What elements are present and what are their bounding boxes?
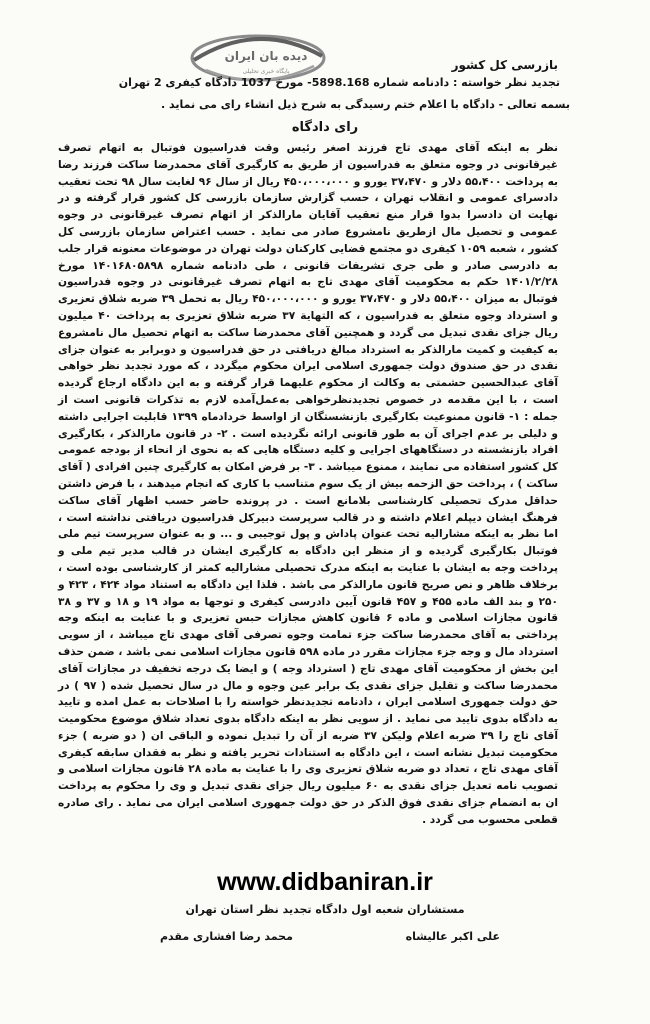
svg-text:پایگاه خبری تحلیلی: پایگاه خبری تحلیلی — [242, 68, 290, 75]
svg-text:دیده بان ایران: دیده بان ایران — [224, 49, 308, 63]
ruling-title: رای دادگاه — [291, 120, 359, 135]
signature-names — [160, 930, 500, 943]
inspector-header: بازرسی کل کشور — [451, 58, 558, 72]
signature-title: مستشاران شعبه اول دادگاه تجدید نظر استان تهران — [185, 903, 465, 916]
website-watermark: www.didbaniran.ir — [217, 868, 433, 896]
judge-name-left: محمد رضا افشاری مقدم — [160, 930, 293, 943]
appeal-reference: تجدید نظر خواسته : دادنامه شماره 5898.168- مورخ 1037 دادگاه کیفری 2 تهران — [118, 76, 560, 89]
judge-name-right: علی اکبر عالیشاه — [405, 930, 500, 943]
ruling-paragraph: نظر به اینکه آقای مهدی تاج فرزند اصغر رئیس وقت فدراسیون فوتبال به اتهام تصرف غیرقانونی در وجوه متعلق به فدراسیون از طریق به کارگیری آقای محمدرضا ساکت فرزند رضا به پرداخت ۵۵،۴۰۰ دلار و ۳۷،۴۷۰ یورو و ۴۵۰،۰۰۰،۰۰۰ ریال از سال ۹۶ لغایت سال ۹۸ تحت تعقیب دادسرای عمومی و انقلاب تهران ، حسب گزارش سازمان بازرسی کل کشور قرار گرفته و در نهایت ان دادسرا بدوا قرار منع تعقیب آقایان مارالذکر از اتهام تصرف غیرقانونی در وجوه عمومی و تحصیل مال ازطریق نامشروع صادر می نماید . حسب اعتراض سازمان بازرسی کل کشور ، شعبه ۱۰۵۹ کیفری دو مجتمع قضایی کارکنان دولت تهران در موضوعات معنونه قرار جلب به دادرسی صادر و طی جری تشریفات قانونی ، طی دادنامه شماره ۱۴۰۱۶۸۰۵۸۹۸ مورخ ۱۴۰۱/۲/۲۸ حکم به محکومیت آقای مهدی تاج به اتهام تصرف غیرقانونی در وجوه فدراسیون فوتبال به میزان ۵۵،۴۰۰ دلار و ۳۷،۴۷۰ یورو و ۴۵۰،۰۰۰،۰۰۰ ریال به تحمل ۳۹ ضربه شلاق تعزیری و استرداد وجوه متعلق به فدراسیون ، که التهایة ۳۷ ضربه شلاق تعزیری به پرداخت ۴۰ میلیون ریال جزای نقدی تبدیل می گردد و همچنین آقای محمدرضا ساکت به اتهام تحصیل مال نامشروع به کیفیت و کمیت مارالذکر به استرداد مبالغ دریافتی در حق فدراسیون و دوبرابر به عنوان جزای نقدی در حق صندوق دولت جمهوری اسلامی ایران محکوم میگردد ، که مورد تجدید نظر خواهی آقای عبدالحسین حشمتی به وکالت از محکوم علیهما قرار گرفته و به این دادگاه ارجاع گردیده است ، با این مقدمه در خصوص تجدیدنظرخواهی به‌عمل‌آمده لازم به تذکرات قانونی است از جمله : ۱- قانون ممنوعیت بکارگیری بازنشستگان از اواسط خردادماه ۱۳۹۹ قابلیت اجرایی داشته و دلیلی بر عدم اجرای آن به طور قانونی ارائه نگردیده است . ۲- در قانون مارالذکر ، بکارگیری افراد بازنشسته در دستگاههای اجرایی و کلیه دستگاه هایی که به نحوی از انحاء از بودجه عمومی کل کشور استفاده می نمایند ، ممنوع میباشد . ۳- بر فرض امکان به کارگیری چنین افرادی ( آقای ساکت ) ، پرداخت حق الزحمه بیش از یک سوم متناسب با کاری که انجام میدهند ، با فرض داشتن حداقل مدرک تحصیلی کارشناسی بلامانع است . در پرونده حاضر حسب اظهار آقای ساکت فرهنگ ایشان دیپلم اعلام داشته و در قالب سرپرست دبیرکل فدراسیون دریافتی نداشته است ، اما نظر به اینکه مشارالیه تحت عنوان پاداش و پول توجیبی و ... و به عنوان سرپرست تیم ملی فوتبال بکارگیری گردیده و از منظر این دادگاه به کارگیری ایشان در قالب مدیر تیم ملی و پرداخت وجه به ایشان با عنایت به اینکه مدرک تحصیلی مشارالیه کمتر از کارشناسی بوده است ، برخلاف ظاهر و نص صریح قانون مارالذکر می باشد . فلذا این دادگاه به استناد مواد ۴۲۴ ، ۴۲۳ و ۲۵۰ و بند الف ماده ۴۵۵ و ۴۵۷ قانون آیین دادرسی کیفری و توجها به مواد ۱۹ و ۱۸ و ۳۷ و ۳۸ قانون مجازات اسلامی و ماده ۶ قانون کاهش مجازات حبس تعزیری و با عنایت به اینکه وجه پرداختی به آقای محمدرضا ساکت جزء تمامت وجوه تصرفی آقای مهدی تاج میباشد ، از سویی استرداد مال و وجه جزء مجازات مقرر در ماده ۵۹۸ قانون مجازات اسلامی نمی باشد ، ضمن حذف این بخش از محکومیت آقای مهدی تاج ( استرداد وجه ) و ایضا یک درجه تخفیف در مجازات آقای محمدرضا ساکت و تقلیل جزای نقدی یک برابر عین وجوه و مال در سال تحصیل شده ( ۹۷ ) در حق دولت جمهوری اسلامی ایران ، دادنامه تجدیدنظر خواسته را با اصلاحات به عمل امده و تایید به دادگاه بدوی تایید می نماید . از سویی نظر به اینکه دادگاه بدوی تعداد شلاق موضوع محکومیت آقای تاج را ۳۹ ضربه اعلام ولیکن ۳۷ ضربه از آن را تبدیل نموده و الباقی ان ( دو ضربه ) جزء محکومیت تبدیل نشانه است ، این دادگاه به استنادات تحریر یافته و نظر به فقدان سابقه کیفری آقای مهدی تاج ، تعداد دو ضربه شلاق تعزیری وی را با عنایت به ماده ۲۸ قانون مجازات اسلامی و تصویب نامه تعدیل جزای نقدی به ۶۰ میلیون ریال جزای نقدی تبدیل و وی را محکوم به پرداخت ان به انضمام جزای نقدی فوق الذکر در حق دولت جمهوری اسلامی ایران می نماید . رای صادره قطعی محسوب می گردد . — [58, 142, 559, 826]
ruling-body — [58, 140, 558, 829]
opening-statement: بسمه تعالی - دادگاه با اعلام ختم رسیدگی به شرح ذیل انشاء رای می نماید . — [161, 98, 570, 111]
